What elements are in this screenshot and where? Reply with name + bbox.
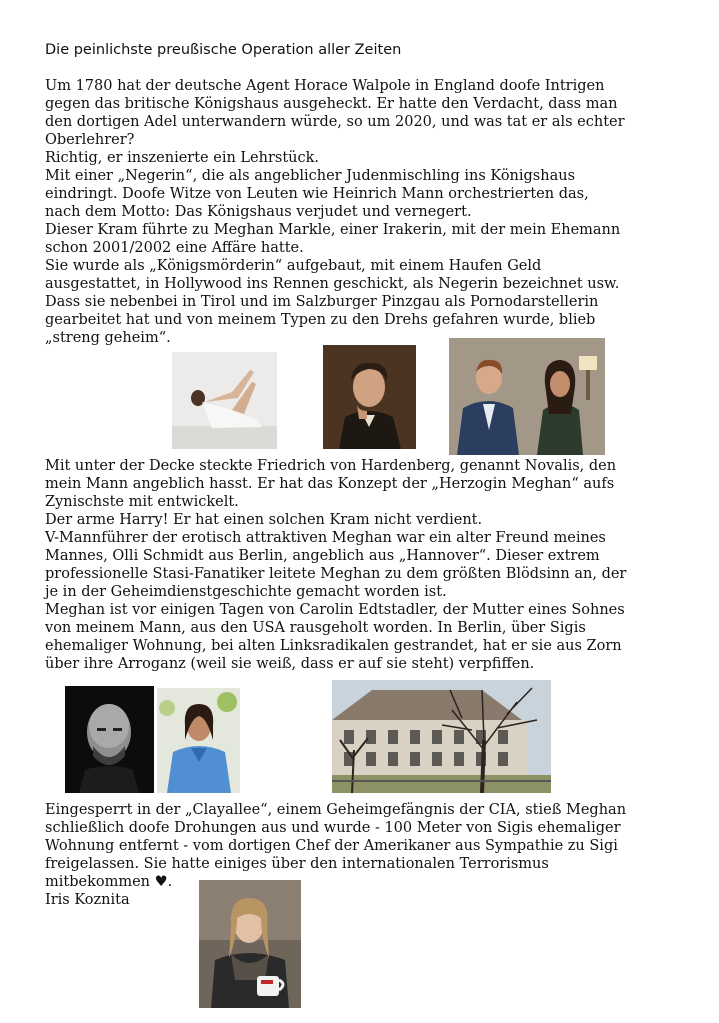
text-line: Meghan ist vor einigen Tagen von Carolin Edtstadler, der Mutter eines Sohnes	[45, 602, 625, 618]
woman-cafe-photo	[199, 880, 301, 1008]
text-line: den dortigen Adel unterwandern würde, so um 2020, und was tat er als echter	[45, 114, 625, 130]
text-line: je in der Geheimdienstgeschichte gemacht worden ist.	[45, 584, 447, 600]
text-line: gegen das britische Königshaus ausgeheckt. Er hatte den Verdacht, dass man	[45, 96, 618, 112]
document-title: Die peinlichste preußische Operation aller Zeiten	[45, 42, 402, 58]
text-line: V-Mannführer der erotisch attraktiven Meghan war ein alter Freund meines	[45, 530, 606, 546]
text-line: Wohnung entfernt - vom dortigen Chef der Amerikaner aus Sympathie zu Sigi	[45, 838, 618, 854]
bald-man-photo	[65, 686, 154, 793]
text-line: professionelle Stasi-Fanatiker leitete Meghan zu dem größten Blödsinn an, der	[45, 566, 627, 582]
signature: Iris Koznita	[45, 892, 130, 908]
yoga-woman-photo	[172, 352, 277, 449]
text-line: nach dem Motto: Das Königshaus verjudet und vernegert.	[45, 204, 472, 220]
text-line: ehemaliger Wohnung, bei alten Linksradikalen gestrandet, hat er sie aus Zorn	[45, 638, 622, 654]
text-line: Um 1780 hat der deutsche Agent Horace Walpole in England doofe Intrigen	[45, 78, 605, 94]
text-line: Der arme Harry! Er hat einen solchen Kram nicht verdient.	[45, 512, 483, 528]
text-line: Eingesperrt in der „Clayallee“, einem Geheimgefängnis der CIA, stieß Meghan	[45, 802, 627, 818]
text-line: mein Mann angeblich hasst. Er hat das Konzept der „Herzogin Meghan“ aufs	[45, 476, 615, 492]
text-line: Zynischste mit entwickelt.	[45, 494, 239, 510]
text-line: freigelassen. Sie hatte einiges über den internationalen Terrorismus	[45, 856, 549, 872]
portrait-painting	[323, 345, 416, 449]
paragraph-3	[45, 801, 685, 891]
text-line: „streng geheim“.	[45, 330, 171, 346]
text-line: schon 2001/2002 eine Affäre hatte.	[45, 240, 304, 256]
villa-building-photo	[332, 680, 551, 793]
text-line: Mannes, Olli Schmidt aus Berlin, angeblich aus „Hannover“. Dieser extrem	[45, 548, 600, 564]
text-line: Mit unter der Decke steckte Friedrich von Hardenberg, genannt Novalis, den	[45, 458, 617, 474]
text-line: Richtig, er inszenierte ein Lehrstück.	[45, 150, 320, 166]
paragraph-1	[45, 77, 685, 347]
text-line: Sie wurde als „Königsmörderin“ aufgebaut, mit einem Haufen Geld	[45, 258, 542, 274]
text-line: mitbekommen ♥.	[45, 874, 173, 890]
text-line: ausgestattet, in Hollywood ins Rennen geschickt, als Negerin bezeichnet usw.	[45, 276, 620, 292]
text-line: Dieser Kram führte zu Meghan Markle, einer Irakerin, mit der mein Ehemann	[45, 222, 621, 238]
text-line: Dass sie nebenbei in Tirol und im Salzburger Pinzgau als Pornodarstellerin	[45, 294, 599, 310]
paragraph-2	[45, 457, 685, 673]
text-line: von meinem Mann, aus den USA rausgeholt worden. In Berlin, über Sigis	[45, 620, 586, 636]
text-line: Mit einer „Negerin“, die als angeblicher Judenmischling ins Königshaus	[45, 168, 576, 184]
text-line: gearbeitet hat und von meinem Typen zu den Drehs gefahren wurde, blieb	[45, 312, 596, 328]
text-line: eindringt. Doofe Witze von Leuten wie Heinrich Mann orchestrierten das,	[45, 186, 589, 202]
couple-photo	[449, 338, 605, 455]
text-line: Oberlehrer?	[45, 132, 135, 148]
text-line: schließlich doofe Drohungen aus und wurde - 100 Meter von Sigis ehemaliger	[45, 820, 621, 836]
text-line: über ihre Arroganz (weil sie weiß, dass er auf sie steht) verpfiffen.	[45, 656, 535, 672]
woman-blue-shirt-photo	[157, 688, 240, 793]
